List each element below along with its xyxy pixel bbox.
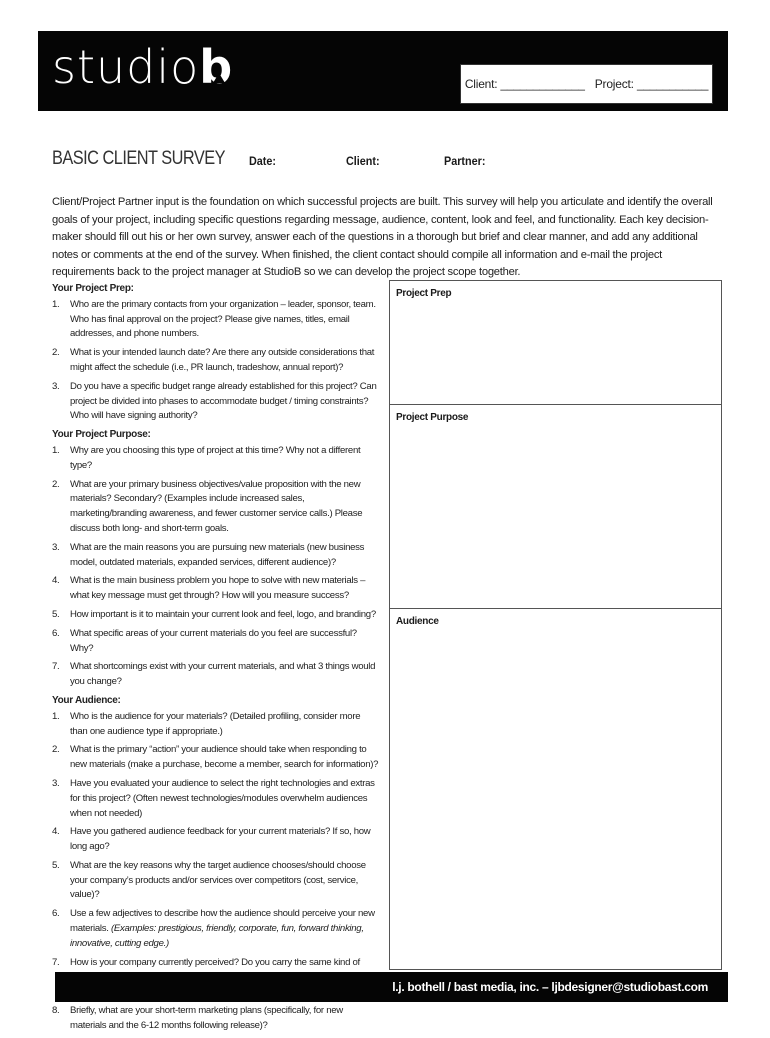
question-text: What is the main business problem you hope to solve with new materials – what key message must get through? How will you measure success? [70, 575, 366, 602]
question-number: 5. [52, 859, 60, 871]
question-text-wrap [70, 574, 380, 604]
answer-section-prep[interactable] [390, 281, 721, 404]
question-number: 4. [52, 826, 60, 838]
question-text: Have you gathered audience feedback for your current materials? If so, how long ago? [70, 826, 371, 853]
questions-column [52, 282, 380, 1038]
question-item [52, 907, 380, 951]
question-text-wrap [70, 743, 380, 773]
question-text: Who is the audience for your materials? (Detailed profiling, consider more than one audience type if appropriate.) [70, 710, 361, 737]
question-text: What shortcomings exist with your current materials, and what 3 things would you change? [70, 661, 376, 688]
question-item [52, 346, 380, 376]
footer-contact: l.j. bothell / bast media, inc. – ljbdesigner@studiobast.com [392, 980, 708, 994]
question-text-wrap [70, 444, 380, 474]
answer-label-audience: Audience [396, 616, 439, 627]
question-number: 6. [52, 908, 60, 920]
question-text-wrap [70, 608, 380, 623]
question-text-wrap [70, 710, 380, 740]
question-item [52, 777, 380, 821]
question-example: (Examples: prestigious, friendly, corporate, fun, forward thinking, innovative, cutting edge.) [70, 923, 364, 949]
question-item [52, 478, 380, 537]
answer-section-purpose[interactable] [390, 404, 721, 608]
question-text: Briefly, what are your short-term marketing plans (specifically, for new materials and the 6-12 months following release)? [70, 1005, 343, 1031]
question-text: How is your company currently perceived? Do you carry the same kind of [70, 956, 360, 968]
question-item [52, 825, 380, 855]
partner-label: Partner: [444, 154, 486, 168]
question-text: What are the key reasons why the target audience chooses/should choose your company’s products and/or services over competitors (cost, service, value)? [70, 859, 366, 901]
question-number: 6. [52, 627, 60, 639]
question-text-wrap [70, 859, 380, 903]
question-number: 2. [52, 744, 60, 756]
studiob-logo [52, 37, 233, 97]
question-number: 1. [52, 710, 60, 722]
question-item [52, 710, 380, 740]
question-item [52, 859, 380, 903]
question-text-wrap [70, 380, 380, 424]
question-item [52, 660, 380, 690]
header-client-project-box [460, 64, 713, 104]
question-text-wrap [70, 627, 380, 657]
logo-text: studio [52, 40, 200, 94]
footer-bar [55, 972, 728, 1002]
question-item [52, 380, 380, 424]
section-heading: Your Project Purpose: [52, 429, 151, 441]
question-item [52, 1004, 380, 1034]
question-text-wrap [70, 660, 380, 690]
question-text-wrap [70, 478, 380, 537]
question-number: 7. [52, 956, 60, 968]
intro-paragraph: Client/Project Partner input is the foundation on which successful projects are built. This survey will help you articulate and identify the overall goals of your project, including specific questions regarding message, audience, content, look and feel, and functionality. Each key decision-maker should fill out his or her own survey, answer each of the questions in a thorough but brief and clear manner, and add any additional notes or comments at the end of the survey. When finished, the client contact should compile all information and e-mail the project requirements back to the project manager at StudioB so we can develop the project scope together. [52, 196, 713, 278]
question-item [52, 541, 380, 571]
question-item [52, 608, 380, 623]
page-title: BASIC CLIENT SURVEY [52, 148, 226, 169]
question-text: What are your primary business objectives/value proposition with the new materials? Secondary? (Examples include increased sales, marketing/branding awareness, and fewer customer service calls.) Please discuss both long- and short-term goals. [70, 478, 363, 534]
question-text: What specific areas of your current materials do you feel are successful? Why? [70, 627, 357, 654]
question-number: 2. [52, 347, 60, 359]
question-text: What is the primary “action” your audience should take when responding to new materials (make a purchase, become a member, search for information)? [70, 744, 379, 771]
client-label: Client: [346, 154, 380, 168]
question-text-wrap [70, 777, 380, 821]
question-text: What is your intended launch date? Are there any outside considerations that might affect the schedule (i.e., PR launch, tradeshow, annual report)? [70, 347, 375, 373]
question-number: 5. [52, 608, 60, 620]
question-text: Why are you choosing this type of project at this time? Why not a different type? [70, 444, 361, 471]
question-number: 3. [52, 777, 60, 789]
question-text: How important is it to maintain your current look and feel, logo, and branding? [70, 608, 376, 620]
answer-label-prep: Project Prep [396, 288, 452, 299]
question-number: 8. [52, 1005, 60, 1017]
header-client-label: Client: _____________ [464, 77, 585, 91]
question-text-wrap [70, 907, 380, 951]
section-heading: Your Audience: [52, 694, 121, 706]
answer-section-audience[interactable] [390, 608, 721, 969]
question-number: 4. [52, 575, 60, 587]
question-item [52, 574, 380, 604]
question-number: 2. [52, 478, 60, 490]
question-item [52, 444, 380, 474]
logo-letter: b [199, 40, 234, 94]
question-text-wrap [70, 298, 380, 342]
question-number: 7. [52, 661, 60, 673]
logo-triangle-icon [213, 73, 225, 83]
question-item [52, 298, 380, 342]
question-text: Do you have a specific budget range already established for this project? Can project be divided into phases to accommodate budget / timing constraints? Who will have signing authority? [70, 380, 377, 422]
question-item [52, 743, 380, 773]
question-text-wrap [70, 346, 380, 376]
answer-box [389, 280, 722, 970]
question-number: 1. [52, 444, 60, 456]
question-text: Have you evaluated your audience to select the right technologies and extras for this project? (Often newest technologies/modules overwhelm audiences when not needed) [70, 777, 375, 819]
date-label: Date: [249, 154, 277, 168]
title-row [52, 148, 732, 176]
question-text-wrap [70, 1004, 380, 1034]
question-number: 1. [52, 298, 60, 310]
question-text-wrap [70, 541, 380, 571]
answer-label-purpose: Project Purpose [396, 412, 469, 423]
question-text: Use a few adjectives to describe how the audience should perceive your new materials. [70, 908, 375, 935]
section-heading: Your Project Prep: [52, 283, 134, 294]
question-text: What are the main reasons you are pursuing new materials (new business model, outdated materials, expanded services, different audience)? [70, 541, 365, 568]
header-project-label: Project: ___________ [594, 77, 709, 91]
question-text: Who are the primary contacts from your organization – leader, sponsor, team. Who has final approval on the project? Please give names, titles, email addresses, and phone numbers. [70, 298, 376, 340]
header-bar [38, 31, 728, 111]
question-number: 3. [52, 541, 60, 553]
question-number: 3. [52, 380, 60, 392]
question-item [52, 627, 380, 657]
question-text-wrap [70, 825, 380, 855]
